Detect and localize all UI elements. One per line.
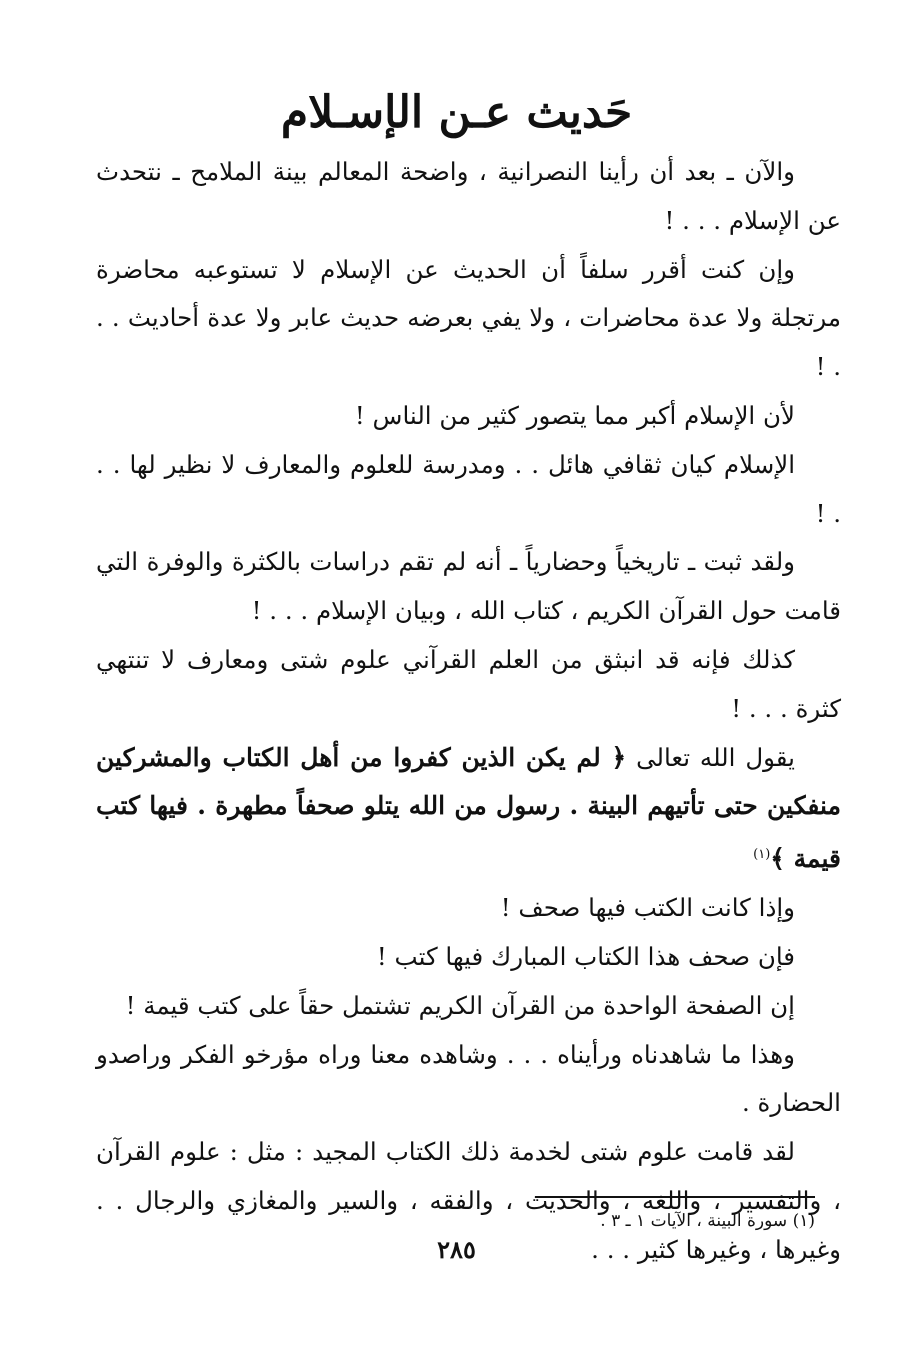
paragraph: [96, 636, 841, 734]
text-line: الإسلام كيان ثقافي هائل . . ومدرسة للعلوم والمعارف لا نظير لها . . . !: [96, 449, 841, 528]
text-line: ولقد ثبت ـ تاريخياً وحضارياً ـ أنه لم تقم دراسات بالكثرة والوفرة التي: [96, 547, 795, 577]
chapter-title: حَديث عـن الإسـلام: [280, 87, 633, 138]
text-line: قامت حول القرآن الكريم ، كتاب الله ، وبيان الإسلام . . . !: [251, 596, 841, 626]
text-line: لأن الإسلام أكبر مما يتصور كثير من الناس !: [354, 400, 795, 430]
paragraph: [96, 148, 841, 246]
paragraph: [96, 933, 841, 982]
text-line: عن الإسلام . . . !: [664, 205, 841, 235]
text-line: لقد قامت علوم شتى لخدمة ذلك الكتاب المجيد : مثل : علوم القرآن ،: [96, 1137, 841, 1215]
footnote-divider: [535, 1196, 815, 1198]
paragraph: [96, 246, 841, 392]
text-line: فإن صحف هذا الكتاب المبارك فيها كتب !: [376, 941, 795, 971]
footnote-reference: (١): [753, 847, 771, 863]
text-line: الحضارة .: [741, 1088, 841, 1118]
paragraph: [96, 1031, 841, 1129]
body-text: [96, 148, 841, 1274]
text-line: وإذا كانت الكتب فيها صحف !: [500, 893, 795, 923]
paragraph: [96, 392, 841, 441]
text-line: إن الصفحة الواحدة من القرآن الكريم تشتمل حقاً على كتب قيمة !: [125, 990, 795, 1020]
paragraph: [96, 982, 841, 1031]
verse-intro: يقول الله تعالى: [636, 742, 795, 772]
text-line: والآن ـ بعد أن رأينا النصرانية ، واضحة المعالم بينة الملامح ـ نتحدث: [96, 157, 795, 186]
quran-verse: ﴿ لم يكن الذين كفروا من أهل الكتاب والمشركين منفكين حتى تأتيهم البينة . رسول من الله يتلو صحفاً مطهرة . فيها كتب قيمة ﴾: [96, 742, 841, 874]
page-number: ٢٨٥: [437, 1235, 476, 1264]
text-line: وغيرها كثير . . .: [591, 1234, 752, 1264]
text-line: وإن كنت أقرر سلفاً أن الحديث عن الإسلام لا تستوعبه محاضرة مرتجلة: [96, 254, 841, 333]
footnote: (١) سورة البينة ، الآيات ١ ـ ٣ .: [600, 1211, 815, 1231]
verse-paragraph: [96, 734, 841, 885]
text-line: والتفسير ، واللغة ، والحديث ، والفقه ، والسير والمغازي والرجال . . وغيرها ،: [96, 1185, 841, 1264]
text-line: كثرة . . . !: [731, 693, 841, 723]
text-line: وهذا ما شاهدناه ورأيناه . . . وشاهده معنا وراه مؤرخو الفكر وراصدو: [96, 1039, 795, 1069]
paragraph: [96, 884, 841, 933]
text-line: ولا عدة محاضرات ، ولا يفي بعرضه حديث عابر ولا عدة أحاديث . . . !: [96, 303, 841, 382]
paragraph: [96, 538, 841, 636]
text-line: كذلك فإنه قد انبثق من العلم القرآني علوم شتى ومعارف لا تنتهي: [96, 644, 795, 674]
paragraph: [96, 441, 841, 539]
